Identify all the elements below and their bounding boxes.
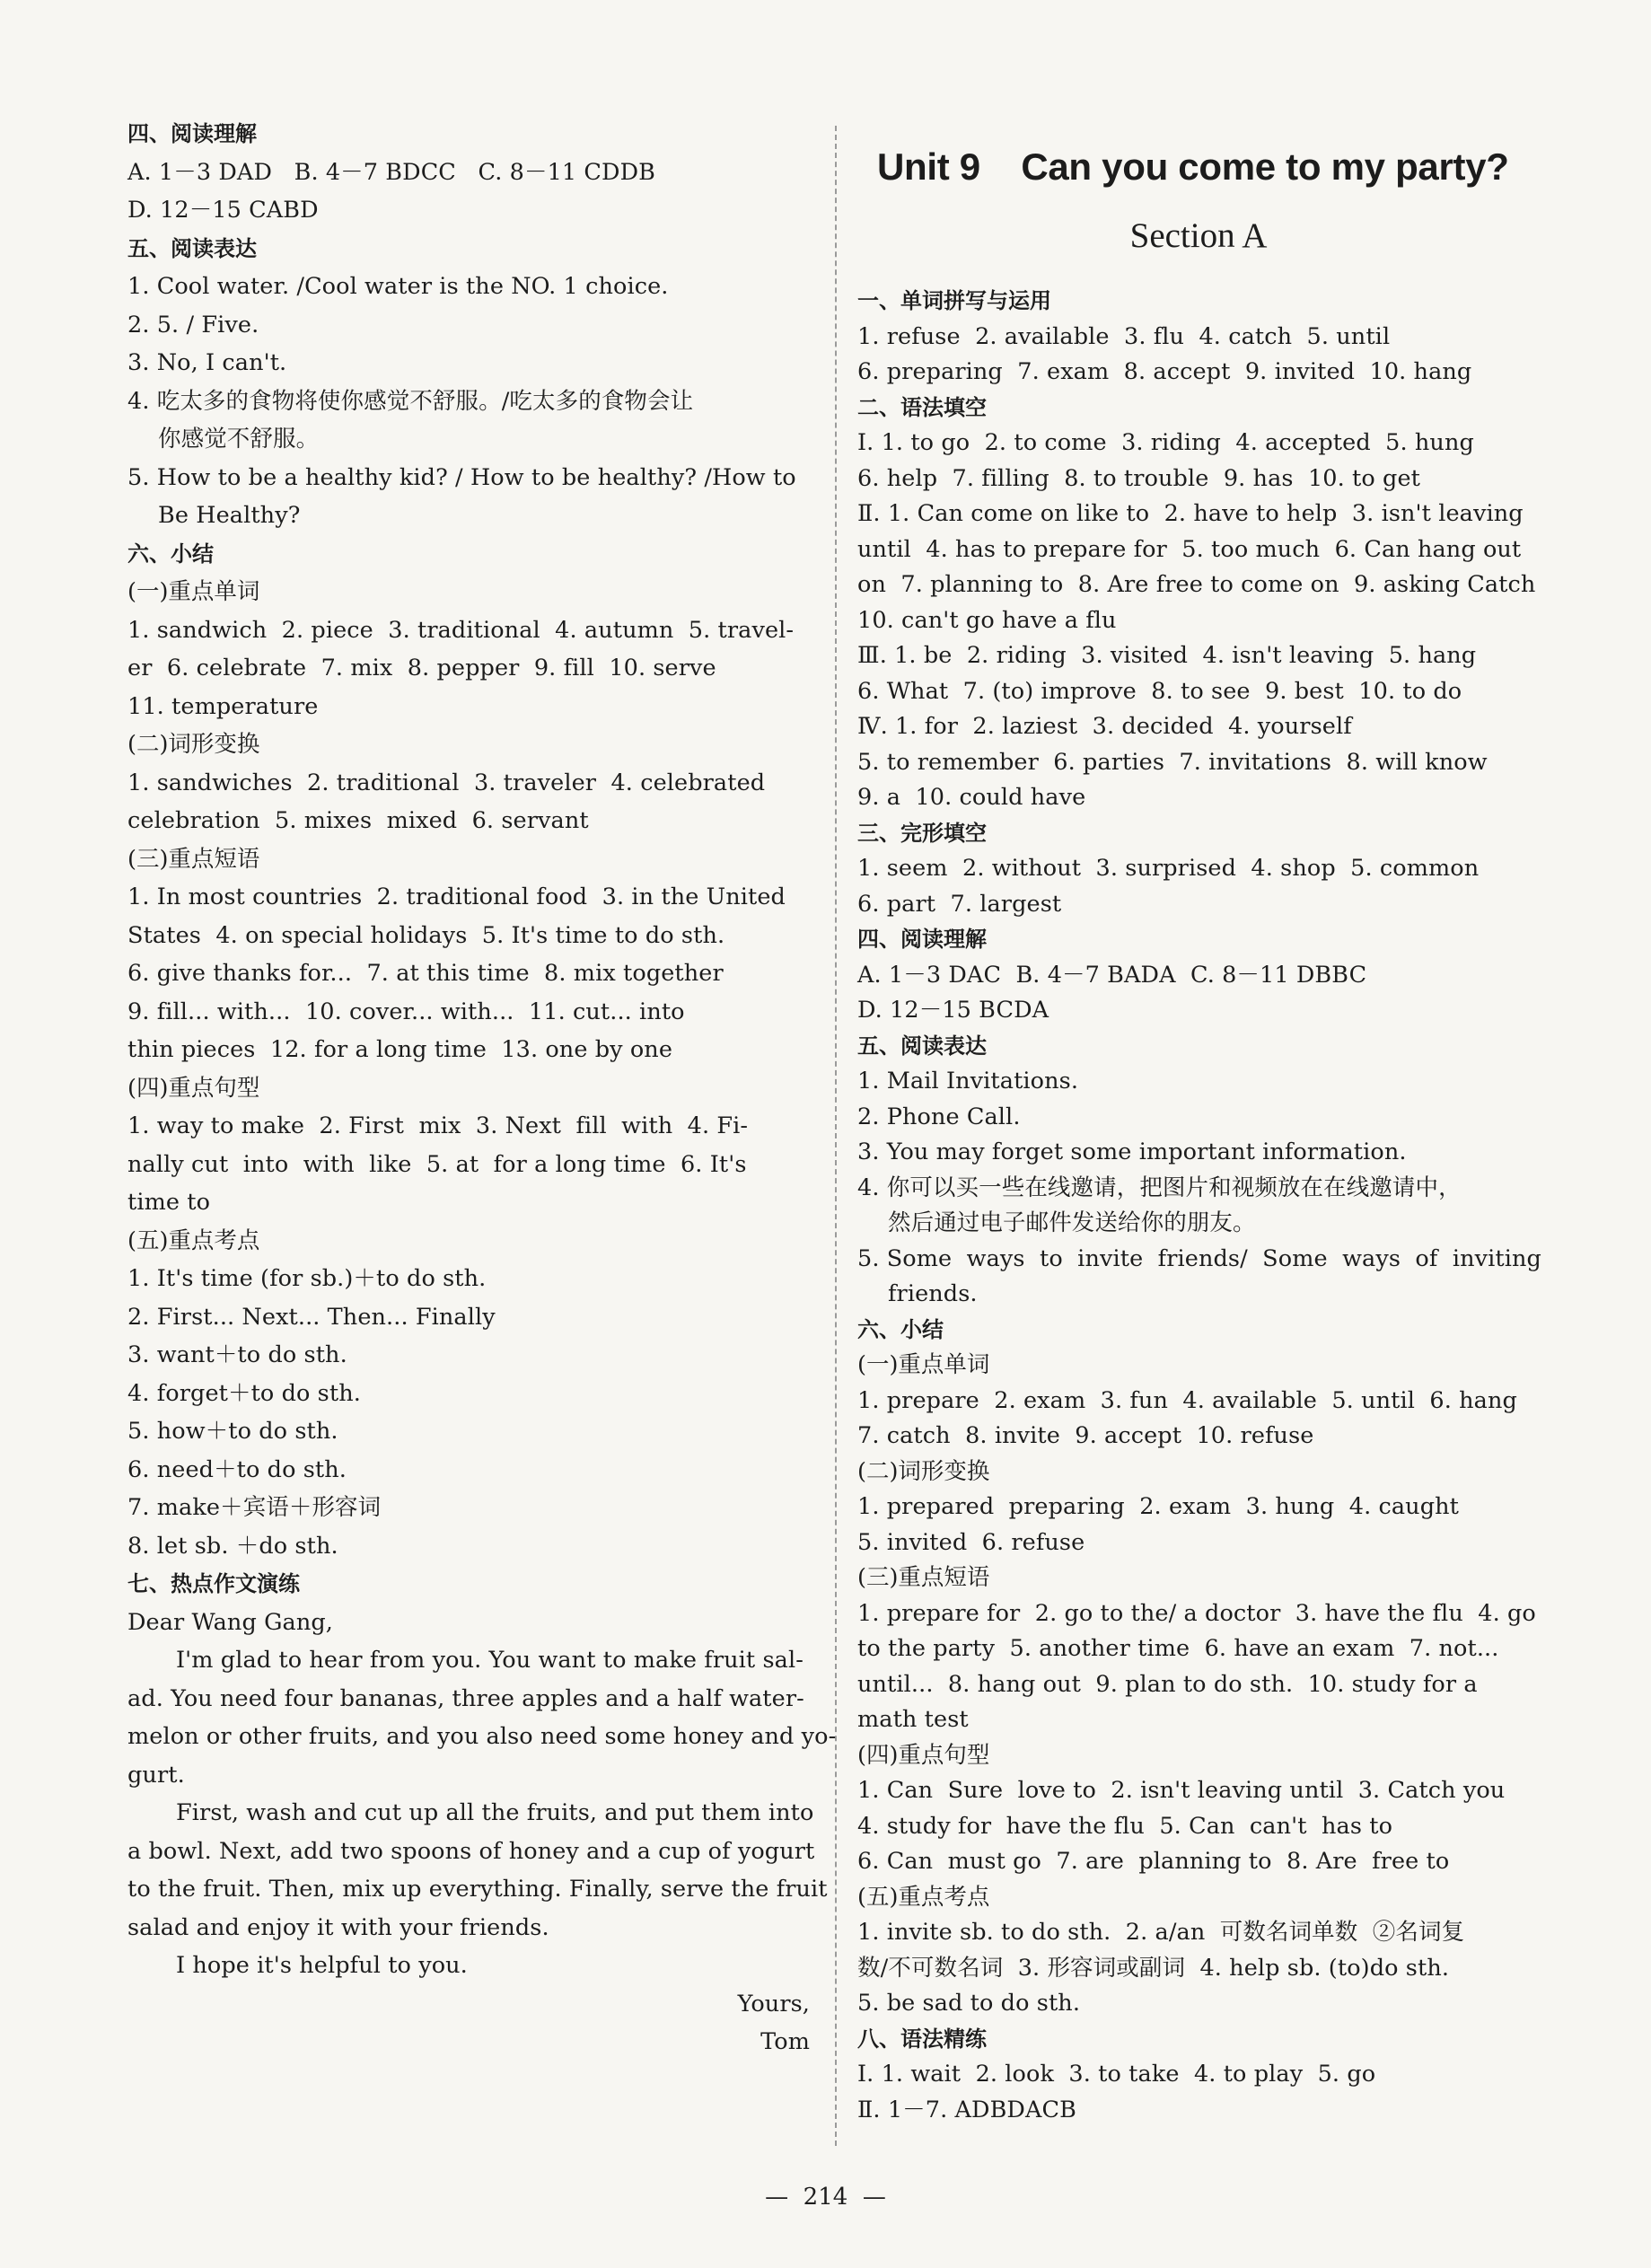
page-number: — 214 — <box>765 2184 886 2211</box>
answer-line: 9. a 10. could have <box>857 784 1086 811</box>
answer-line: 11. temperature <box>127 692 319 720</box>
subsection-heading: (二)词形变换 <box>127 731 260 758</box>
answer-line: D. 12－15 CABD <box>127 197 319 224</box>
subsection-heading: (三)重点短语 <box>127 845 260 873</box>
left-column <box>127 115 837 2061</box>
subsection-heading: (四)重点句型 <box>127 1074 260 1102</box>
answer-line: A. 1－3 DAC B. 4－7 BADA C. 8－11 DBBC <box>857 961 1367 989</box>
answer-line: 6. Can must go 7. are planning to 8. Are free to <box>857 1848 1450 1875</box>
section-heading: 五、阅读表达 <box>857 1033 987 1059</box>
answer-line: 3. You may forget some important information. <box>857 1138 1407 1165</box>
answer-line: 9. fill... with... 10. cover... with... 11. cut... into <box>127 998 685 1025</box>
answer-line: 6. preparing 7. exam 8. accept 9. invited 10. hang <box>857 358 1472 385</box>
answer-line: Ⅰ. 1. wait 2. look 3. to take 4. to play 5. go <box>857 2061 1376 2088</box>
answer-line: thin pieces 12. for a long time 13. one by one <box>127 1036 673 1063</box>
answer-line: friends. <box>888 1280 978 1307</box>
answer-line: 5. How to be a healthy kid? / How to be healthy? /How to <box>127 463 796 491</box>
answer-line: I'm glad to hear from you. You want to make fruit sal- <box>176 1647 804 1674</box>
answer-line: salad and enjoy it with your friends. <box>127 1913 549 1941</box>
answer-line: math test <box>857 1706 969 1733</box>
right-answer-lines <box>857 284 1540 2128</box>
answer-line: er 6. celebrate 7. mix 8. pepper 9. fill 10. serve <box>127 655 716 681</box>
answer-line: 1. way to make 2. First mix 3. Next fill with 4. Fi- <box>127 1112 749 1139</box>
answer-line: 你感觉不舒服。 <box>158 426 320 453</box>
section-heading: 一、单词拼写与运用 <box>857 288 1051 313</box>
answer-line: 5. how＋to do sth. <box>127 1418 338 1445</box>
answer-line: ad. You need four bananas, three apples and a half water- <box>127 1684 804 1712</box>
answer-line: 1. Mail Invitations. <box>857 1068 1079 1094</box>
answer-line: Tom <box>760 2028 810 2055</box>
section-heading: 八、语法精练 <box>857 2026 987 2052</box>
answer-line: 数/不可数名词 3. 形容词或副词 4. help sb. (to)do sth. <box>857 1954 1450 1982</box>
answer-line: 1. sandwiches 2. traditional 3. traveler 4. celebrated <box>127 769 766 796</box>
answer-line: 4. 你可以买一些在线邀请，把图片和视频放在在线邀请中， <box>857 1174 1462 1201</box>
answer-line: Ⅱ. 1－7. ADBDACB <box>857 2096 1076 2123</box>
answer-line: 1. Cool water. /Cool water is the NO. 1 choice. <box>127 273 669 300</box>
answer-line: Yours, <box>737 1990 810 2017</box>
subsection-heading: (一)重点单词 <box>857 1351 990 1378</box>
answer-line: 4. forget＋to do sth. <box>127 1379 361 1407</box>
answer-line: 10. can't go have a flu <box>857 606 1117 634</box>
answer-line: to the party 5. another time 6. have an exam 7. not... <box>857 1635 1499 1662</box>
answer-line: 6. help 7. filling 8. to trouble 9. has 10. to get <box>857 464 1421 492</box>
answer-line: melon or other fruits, and you also need some honey and yo- <box>127 1723 837 1750</box>
answer-line: A. 1－3 DAD B. 4－7 BDCC C. 8－11 CDDB <box>127 158 655 186</box>
answer-line: time to <box>127 1189 211 1216</box>
answer-line: 1. prepare 2. exam 3. fun 4. available 5. until 6. hang <box>857 1386 1517 1414</box>
answer-line: to the fruit. Then, mix up everything. Finally, serve the fruit <box>127 1876 828 1903</box>
answer-line: D. 12－15 BCDA <box>857 997 1049 1024</box>
answer-line: 1. prepared preparing 2. exam 3. hung 4. caught <box>857 1493 1459 1520</box>
answer-line: 2. 5. / Five. <box>127 311 259 338</box>
answer-line: until 4. has to prepare for 5. too much 6. Can hang out <box>857 535 1522 563</box>
answer-line: 然后通过电子邮件发送给你的朋友。 <box>888 1209 1256 1236</box>
answer-line: 5. Some ways to invite friends/ Some ways of inviting <box>857 1244 1541 1272</box>
answer-line: 7. make＋宾语＋形容词 <box>127 1494 382 1521</box>
section-heading: 七、热点作文演练 <box>127 1571 300 1596</box>
answer-line: 4. 吃太多的食物将使你感觉不舒服。/吃太多的食物会让 <box>127 387 694 415</box>
column-divider <box>835 126 837 2146</box>
section-heading: 二、语法填空 <box>857 394 987 420</box>
answer-line: nally cut into with like 5. at for a long time 6. It's <box>127 1150 747 1178</box>
section-heading: 四、阅读理解 <box>127 121 257 146</box>
answer-line: 1. sandwich 2. piece 3. traditional 4. autumn 5. travel- <box>127 616 795 644</box>
answer-line: a bowl. Next, add two spoons of honey and a cup of yogurt <box>127 1837 815 1865</box>
answer-line: 1. refuse 2. available 3. flu 4. catch 5. until <box>857 322 1391 350</box>
answer-line: 6. What 7. (to) improve 8. to see 9. best 10. to do <box>857 677 1462 705</box>
answer-line: 5. be sad to do sth. <box>857 1990 1081 2017</box>
answer-line: Ⅳ. 1. for 2. laziest 3. decided 4. yourself <box>857 713 1352 740</box>
answer-line: 3. want＋to do sth. <box>127 1341 347 1368</box>
answer-line: 5. to remember 6. parties 7. invitations 8. will know <box>857 748 1488 776</box>
answer-line: First, wash and cut up all the fruits, and put them into <box>176 1799 814 1826</box>
subsection-heading: (五)重点考点 <box>857 1883 990 1911</box>
answer-line: 6. part 7. largest <box>857 890 1062 918</box>
section-heading: 四、阅读理解 <box>857 927 987 952</box>
answer-line: 6. need＋to do sth. <box>127 1455 347 1483</box>
subsection-heading: (二)词形变换 <box>857 1457 990 1485</box>
answer-line: gurt. <box>127 1761 185 1789</box>
section-title: Section A <box>1129 216 1268 255</box>
answer-line: on 7. planning to 8. Are free to come on 9. asking Catch <box>857 571 1536 598</box>
answer-line: 2. Phone Call. <box>857 1103 1021 1130</box>
answer-line: 7. catch 8. invite 9. accept 10. refuse <box>857 1422 1314 1449</box>
answer-line: Be Healthy? <box>158 502 301 529</box>
subsection-heading: (五)重点考点 <box>127 1226 260 1254</box>
answer-line: Ⅱ. 1. Can come on like to 2. have to help 3. isn't leaving <box>857 500 1524 527</box>
answer-line: 1. seem 2. without 3. surprised 4. shop 5. common <box>857 855 1480 882</box>
answer-line: I hope it's helpful to you. <box>176 1952 468 1979</box>
answer-line: 1. prepare for 2. go to the/ a doctor 3. have the flu 4. go <box>857 1599 1536 1627</box>
answer-line: 1. Can Sure love to 2. isn't leaving until 3. Catch you <box>857 1777 1506 1804</box>
subsection-heading: (三)重点短语 <box>857 1564 990 1591</box>
answer-line: Ⅰ. 1. to go 2. to come 3. riding 4. accepted 5. hung <box>857 429 1474 456</box>
answer-line: 8. let sb. ＋do sth. <box>127 1532 338 1560</box>
answer-line: 6. give thanks for... 7. at this time 8. mix together <box>127 960 724 987</box>
subsection-heading: (四)重点句型 <box>857 1741 990 1769</box>
answer-line: 4. study for have the flu 5. Can can't has to <box>857 1812 1393 1840</box>
answer-line: Dear Wang Gang, <box>127 1608 334 1636</box>
section-heading: 五、阅读表达 <box>127 235 257 261</box>
right-column <box>857 115 1540 2128</box>
answer-line: until... 8. hang out 9. plan to do sth. 10. study for a <box>857 1670 1478 1698</box>
answer-line: 3. No, I can't. <box>127 349 287 376</box>
section-heading: 六、小结 <box>127 541 214 567</box>
answer-line: States 4. on special holidays 5. It's time to do sth. <box>127 921 725 949</box>
section-heading: 六、小结 <box>857 1316 944 1342</box>
unit-title: Unit 9 Can you come to my party? <box>877 145 1509 188</box>
answer-line: celebration 5. mixes mixed 6. servant <box>127 807 589 834</box>
answer-line: 1. It's time (for sb.)＋to do sth. <box>127 1265 487 1292</box>
subsection-heading: (一)重点单词 <box>127 578 260 605</box>
answer-line: 5. invited 6. refuse <box>857 1528 1085 1556</box>
section-heading: 三、完形填空 <box>857 820 987 846</box>
answer-line: 1. In most countries 2. traditional food 3. in the United <box>127 883 786 910</box>
answer-line: Ⅲ. 1. be 2. riding 3. visited 4. isn't leaving 5. hang <box>857 642 1477 669</box>
answer-line: 1. invite sb. to do sth. 2. a/an 可数名词单数 ②名词复 <box>857 1919 1465 1946</box>
answer-line: 2. First... Next... Then... Finally <box>127 1303 496 1331</box>
